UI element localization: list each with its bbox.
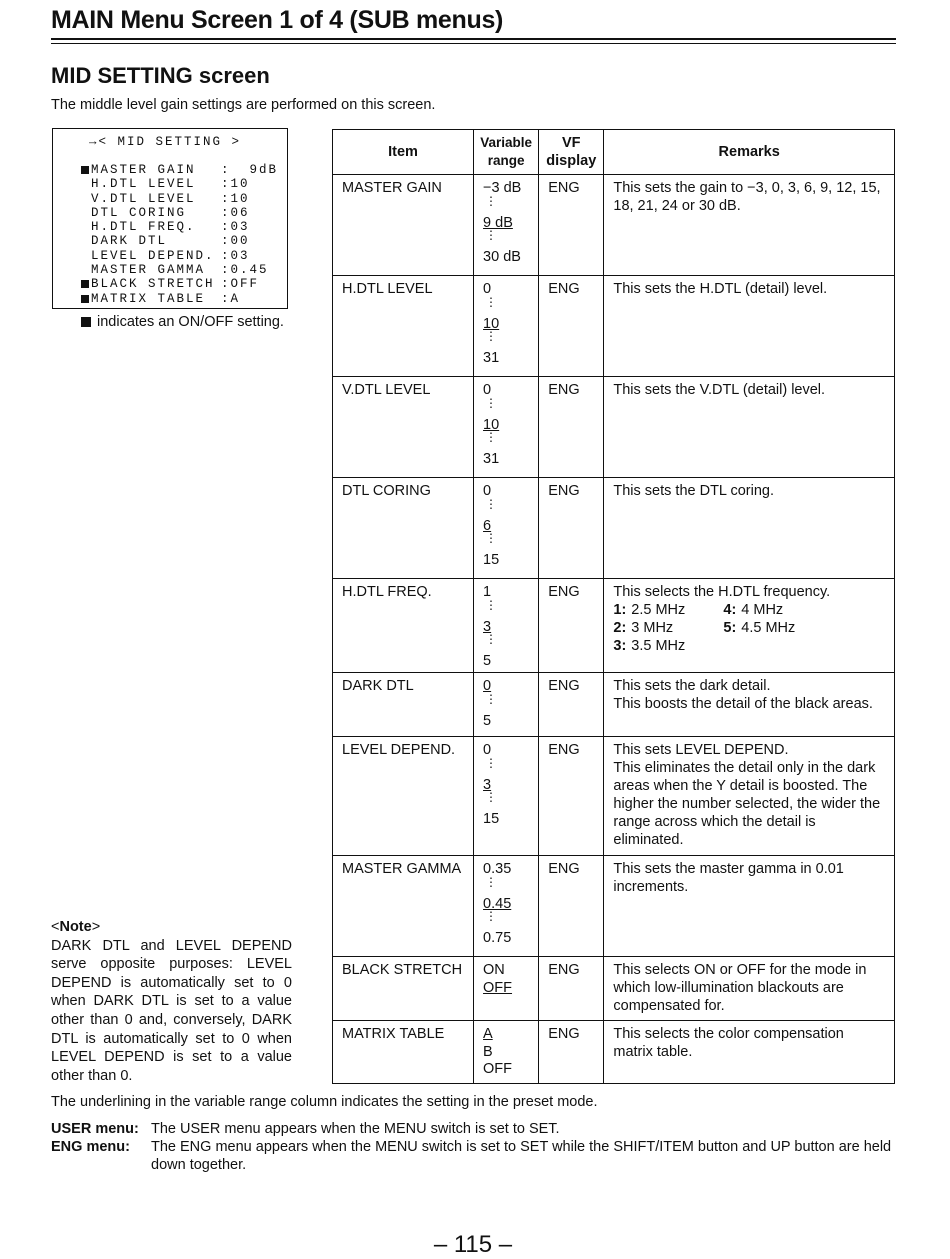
remarks-text: This selects the color compensation matrix table. bbox=[613, 1026, 844, 1060]
range-value: B bbox=[483, 1043, 493, 1060]
osd-mark-blank bbox=[81, 249, 91, 263]
osd-value: :10 bbox=[221, 177, 250, 192]
table-row bbox=[333, 579, 895, 673]
remarks-text: This sets the dark detail. This boosts the detail of the black areas. bbox=[613, 678, 873, 712]
range-preset-value: 6 bbox=[483, 517, 492, 534]
frequency-option bbox=[723, 601, 843, 619]
range-value: OFF bbox=[483, 1061, 513, 1077]
osd-value: :00 bbox=[221, 234, 250, 249]
range-value: −3 dB bbox=[483, 180, 522, 196]
row-variable-range bbox=[474, 478, 539, 579]
osd-label: LEVEL DEPEND. bbox=[91, 248, 215, 263]
range-value: 15 bbox=[483, 811, 500, 827]
row-item: DTL CORING bbox=[333, 478, 474, 579]
table-row bbox=[333, 377, 895, 478]
osd-label: DARK DTL bbox=[91, 234, 168, 249]
osd-row bbox=[81, 234, 278, 248]
range-ellipsis: ⋮ bbox=[485, 228, 498, 242]
row-remarks bbox=[604, 377, 895, 478]
row-variable-range bbox=[474, 737, 539, 856]
row-remarks bbox=[604, 1021, 895, 1084]
table-row bbox=[333, 856, 895, 957]
osd-value: :03 bbox=[221, 220, 250, 235]
row-vf-display: ENG bbox=[539, 737, 604, 856]
onoff-square-icon bbox=[81, 163, 91, 177]
range-ellipsis: ⋮ bbox=[485, 329, 498, 343]
range-ellipsis: ⋮ bbox=[485, 691, 498, 706]
row-vf-display: ENG bbox=[539, 276, 604, 377]
row-vf-display: ENG bbox=[539, 856, 604, 957]
range-value: 15 bbox=[483, 552, 500, 568]
note-heading-open: < bbox=[51, 919, 60, 935]
row-variable-range bbox=[474, 1021, 539, 1084]
user-menu-text: The USER menu appears when the MENU switch is set to SET. bbox=[151, 1121, 560, 1137]
onoff-square-icon bbox=[81, 277, 91, 291]
osd-label: MASTER GAIN bbox=[91, 163, 196, 177]
user-menu-label: USER menu: bbox=[51, 1121, 139, 1137]
osd-title: →< MID SETTING > bbox=[89, 135, 242, 149]
osd-label: H.DTL LEVEL bbox=[91, 177, 196, 192]
legend-text: indicates an ON/OFF setting. bbox=[97, 314, 284, 330]
eng-menu-def bbox=[51, 1138, 896, 1174]
frequency-option bbox=[723, 619, 843, 637]
range-value: 0 bbox=[483, 382, 492, 398]
range-ellipsis: ⋮ bbox=[485, 790, 498, 804]
row-item: H.DTL FREQ. bbox=[333, 579, 474, 673]
osd-screen-mockup bbox=[52, 128, 288, 309]
range-value: 0 bbox=[483, 742, 492, 758]
row-vf-display: ENG bbox=[539, 673, 604, 737]
row-item: LEVEL DEPEND. bbox=[333, 737, 474, 856]
header-vf-display-text: VF display bbox=[546, 135, 597, 169]
range-ellipsis: ⋮ bbox=[485, 874, 498, 889]
table-header-row bbox=[333, 130, 895, 175]
user-menu-def bbox=[51, 1120, 896, 1138]
note-text: DARK DTL and LEVEL DEPEND serve opposite purposes: LEVEL DEPEND is automatically set to 0 when DARK DTL is set to a value other than 0 and, conversely, DARK DTL is automatically set to 0 when LEVEL DEPEND is set to a value other than 0. bbox=[51, 937, 292, 1084]
range-ellipsis: ⋮ bbox=[485, 597, 498, 612]
table-row bbox=[333, 175, 895, 276]
osd-label: H.DTL FREQ. bbox=[91, 220, 196, 235]
osd-mark-blank bbox=[81, 177, 91, 191]
osd-mark-blank bbox=[81, 234, 91, 248]
osd-row bbox=[81, 220, 278, 234]
row-remarks bbox=[604, 957, 895, 1021]
frequency-value: 4 MHz bbox=[741, 602, 784, 618]
range-preset-value: 0.45 bbox=[483, 895, 512, 912]
note-heading-text: Note bbox=[59, 919, 92, 935]
row-variable-range bbox=[474, 377, 539, 478]
eng-menu-label: ENG menu: bbox=[51, 1139, 130, 1155]
row-remarks bbox=[604, 856, 895, 957]
section-title: MID SETTING screen bbox=[51, 63, 270, 88]
header-variable-range bbox=[474, 130, 539, 175]
row-remarks bbox=[604, 478, 895, 579]
range-preset-value: 0 bbox=[483, 678, 492, 694]
menu-definitions bbox=[51, 1120, 896, 1174]
range-preset-value: OFF bbox=[483, 979, 513, 996]
range-preset-value: 9 dB bbox=[483, 214, 513, 231]
frequency-key: 5: bbox=[723, 620, 737, 636]
remarks-text: This sets the H.DTL (detail) level. bbox=[613, 281, 828, 297]
frequency-value: 2.5 MHz bbox=[631, 602, 686, 618]
remarks-text: This sets the DTL coring. bbox=[613, 483, 775, 499]
row-variable-range bbox=[474, 673, 539, 737]
range-value: 0 bbox=[483, 281, 492, 297]
row-item: V.DTL LEVEL bbox=[333, 377, 474, 478]
range-value: 31 bbox=[483, 350, 500, 366]
table-row bbox=[333, 957, 895, 1021]
header-item: Item bbox=[333, 130, 474, 175]
row-item: MASTER GAIN bbox=[333, 175, 474, 276]
range-value: 5 bbox=[483, 712, 492, 729]
row-vf-display: ENG bbox=[539, 175, 604, 276]
range-ellipsis: ⋮ bbox=[485, 632, 498, 646]
remarks-text: This selects ON or OFF for the mode in which low-illumination blackouts are compensated for. bbox=[613, 962, 867, 1014]
frequency-key: 2: bbox=[613, 620, 627, 636]
section-intro: The middle level gain settings are performed on this screen. bbox=[51, 97, 436, 113]
range-ellipsis: ⋮ bbox=[485, 430, 498, 444]
onoff-square-icon bbox=[81, 317, 91, 327]
osd-label: MATRIX TABLE bbox=[91, 291, 206, 306]
row-variable-range bbox=[474, 856, 539, 957]
underline-note: The underlining in the variable range column indicates the setting in the preset mode. bbox=[51, 1094, 598, 1110]
osd-mark-blank bbox=[81, 220, 91, 234]
row-remarks bbox=[604, 673, 895, 737]
row-remarks bbox=[604, 276, 895, 377]
range-preset-value: 3 bbox=[483, 618, 492, 635]
osd-label: MASTER GAMMA bbox=[91, 263, 206, 278]
row-item: H.DTL LEVEL bbox=[333, 276, 474, 377]
remarks-text: This sets the gain to −3, 0, 3, 6, 9, 12, 15, 18, 21, 24 or 30 dB. bbox=[613, 180, 881, 214]
range-ellipsis: ⋮ bbox=[485, 496, 498, 511]
header-rule-thick bbox=[51, 38, 896, 40]
page-title: MAIN Menu Screen 1 of 4 (SUB menus) bbox=[51, 6, 504, 34]
table-row bbox=[333, 673, 895, 737]
range-preset-value: A bbox=[483, 1026, 493, 1042]
row-vf-display: ENG bbox=[539, 579, 604, 673]
osd-value: :10 bbox=[221, 191, 250, 206]
frequency-option bbox=[613, 637, 723, 655]
range-value: 30 dB bbox=[483, 249, 521, 265]
row-remarks bbox=[604, 737, 895, 856]
row-variable-range bbox=[474, 957, 539, 1021]
range-value: 0 bbox=[483, 483, 492, 499]
row-variable-range bbox=[474, 276, 539, 377]
onoff-square-icon bbox=[81, 292, 91, 306]
osd-value: :06 bbox=[221, 205, 250, 220]
osd-rows bbox=[81, 163, 278, 306]
osd-mark-blank bbox=[81, 206, 91, 220]
row-item: MASTER GAMMA bbox=[333, 856, 474, 957]
frequency-option bbox=[613, 619, 723, 637]
range-value: 0.75 bbox=[483, 930, 512, 946]
settings-table bbox=[332, 129, 895, 1084]
row-item: BLACK STRETCH bbox=[333, 957, 474, 1021]
osd-row bbox=[81, 177, 278, 191]
remarks-text: This selects the H.DTL frequency. bbox=[613, 584, 831, 600]
range-ellipsis: ⋮ bbox=[485, 531, 498, 545]
range-ellipsis: ⋮ bbox=[485, 193, 498, 208]
table-row bbox=[333, 276, 895, 377]
osd-mark-blank bbox=[81, 263, 91, 277]
remarks-text: This sets LEVEL DEPEND. This eliminates the detail only in the dark areas when the Y detail is boosted. The higher the number selected, the wider the range across which the detail is eliminated. bbox=[613, 742, 881, 848]
remarks-text: This sets the master gamma in 0.01 increments. bbox=[613, 861, 844, 895]
osd-label: BLACK STRETCH bbox=[91, 277, 215, 292]
osd-value: :03 bbox=[221, 248, 250, 263]
row-item: MATRIX TABLE bbox=[333, 1021, 474, 1084]
range-value: 5 bbox=[483, 653, 492, 669]
eng-menu-text: The ENG menu appears when the MENU switch is set to SET while the SHIFT/ITEM button and UP button are held down together. bbox=[151, 1139, 892, 1173]
range-preset-value: 3 bbox=[483, 776, 492, 793]
header-vf-display bbox=[539, 130, 604, 175]
row-vf-display: ENG bbox=[539, 377, 604, 478]
row-remarks bbox=[604, 579, 895, 673]
frequency-key: 1: bbox=[613, 602, 627, 618]
row-variable-range bbox=[474, 579, 539, 673]
remarks-text: This sets the V.DTL (detail) level. bbox=[613, 382, 826, 398]
note-heading-close: > bbox=[91, 919, 101, 935]
osd-value: :A bbox=[221, 291, 241, 306]
table-row bbox=[333, 478, 895, 579]
frequency-option bbox=[613, 601, 723, 619]
table-body bbox=[333, 175, 895, 1084]
row-vf-display: ENG bbox=[539, 957, 604, 1021]
row-variable-range bbox=[474, 175, 539, 276]
header-rule-thin bbox=[51, 43, 896, 44]
range-ellipsis: ⋮ bbox=[485, 294, 498, 309]
range-value: 1 bbox=[483, 584, 492, 600]
range-value: ON bbox=[483, 962, 505, 978]
frequency-key: 3: bbox=[613, 638, 627, 654]
range-ellipsis: ⋮ bbox=[485, 909, 498, 923]
range-value: 31 bbox=[483, 451, 500, 467]
osd-row bbox=[81, 249, 278, 263]
range-preset-value: 10 bbox=[483, 416, 500, 433]
frequency-list bbox=[613, 601, 885, 655]
osd-row bbox=[81, 292, 278, 306]
header-remarks: Remarks bbox=[604, 130, 895, 175]
osd-value: :0.45 bbox=[221, 263, 269, 278]
frequency-key: 4: bbox=[723, 602, 737, 618]
range-preset-value: 10 bbox=[483, 315, 500, 332]
frequency-value: 3.5 MHz bbox=[631, 638, 686, 654]
row-item: DARK DTL bbox=[333, 673, 474, 737]
header-variable-range-text: Variable range bbox=[480, 135, 533, 168]
row-remarks bbox=[604, 175, 895, 276]
osd-label: DTL CORING bbox=[91, 205, 187, 220]
osd-row bbox=[81, 206, 278, 220]
table-row bbox=[333, 737, 895, 856]
osd-row bbox=[81, 263, 278, 277]
range-ellipsis: ⋮ bbox=[485, 395, 498, 410]
osd-value: :OFF bbox=[221, 277, 260, 292]
onoff-legend bbox=[81, 314, 284, 330]
page-number: – 115 – bbox=[433, 1231, 513, 1258]
osd-row bbox=[81, 277, 278, 291]
osd-label: V.DTL LEVEL bbox=[91, 191, 196, 206]
row-vf-display: ENG bbox=[539, 1021, 604, 1084]
osd-row bbox=[81, 163, 278, 177]
frequency-value: 4.5 MHz bbox=[741, 620, 796, 636]
row-vf-display: ENG bbox=[539, 478, 604, 579]
note-box bbox=[51, 918, 292, 1085]
frequency-value: 3 MHz bbox=[631, 620, 674, 636]
osd-value: : 9dB bbox=[221, 163, 279, 177]
table-row bbox=[333, 1021, 895, 1084]
osd-mark-blank bbox=[81, 192, 91, 206]
range-value: 0.35 bbox=[483, 861, 512, 877]
osd-row bbox=[81, 192, 278, 206]
page-header bbox=[51, 4, 896, 36]
range-ellipsis: ⋮ bbox=[485, 755, 498, 770]
note-heading bbox=[51, 918, 292, 937]
